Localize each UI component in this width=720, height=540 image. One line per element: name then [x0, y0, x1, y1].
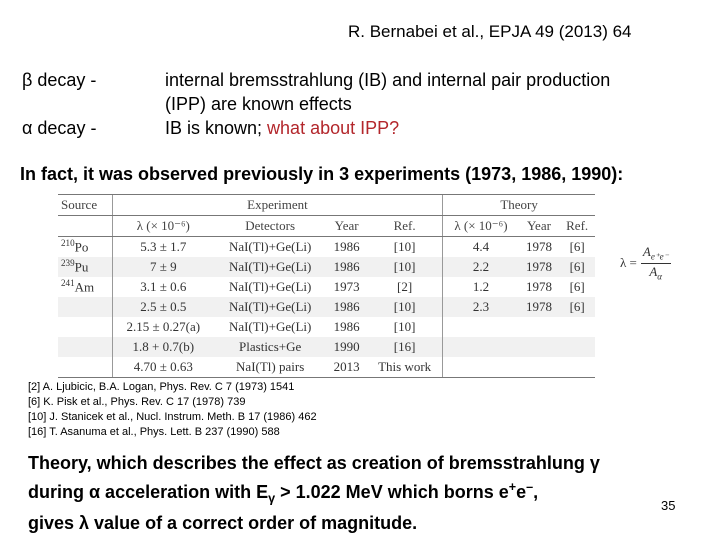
- theory-text: [28, 451, 600, 535]
- col-ref-th-header: Ref.: [559, 216, 595, 237]
- cell-lt: 2.3: [443, 297, 519, 317]
- experiment-table: [58, 194, 595, 374]
- desc-line-3-question: what about IPP?: [267, 118, 400, 138]
- theory-line-2: during α acceleration with $E_\gamma > 1.022$ MeV which borns e+e–,: [28, 480, 539, 506]
- table-group-header: [58, 195, 595, 216]
- formula-fraction: [641, 244, 671, 281]
- cell-lambda: 5.3 ± 1.7: [112, 237, 214, 258]
- table-row: [58, 317, 595, 337]
- cell-ref: [10]: [393, 319, 416, 334]
- cell-year: 1986: [333, 259, 360, 274]
- table-row: [58, 257, 595, 277]
- group-experiment-header: Experiment: [112, 195, 443, 216]
- cell-yt: 1978: [525, 239, 552, 254]
- decay-description: [165, 68, 610, 140]
- cell-yt: [519, 357, 560, 378]
- cell-lt: 1.2: [443, 277, 519, 297]
- cell-rt: [6]: [569, 239, 585, 254]
- reference-item: [2] A. Ljubicic, B.A. Logan, Phys. Rev. C 7 (1973) 1541: [28, 381, 295, 393]
- cell-yt: [519, 337, 560, 357]
- cell-source: [58, 337, 112, 357]
- cell-source: [58, 297, 112, 317]
- cell-det: NaI(Tl)+Ge(Li): [228, 319, 312, 334]
- table-row: [58, 277, 595, 297]
- beta-decay-label: β decay -: [22, 70, 97, 90]
- cell-rt: [6]: [569, 299, 585, 314]
- cell-det: NaI(Tl)+Ge(Li): [228, 299, 312, 314]
- cell-year: 1973: [333, 279, 360, 294]
- cell-ref: [10]: [393, 299, 416, 314]
- cell-year: 2013: [326, 357, 367, 378]
- cell-ref: [16]: [393, 339, 416, 354]
- desc-line-2: (IPP) are known effects: [165, 94, 352, 114]
- desc-line-3-known: IB is known;: [165, 118, 268, 138]
- cell-lt: 4.4: [443, 237, 519, 258]
- reference-item: [10] J. Stanicek et al., Nucl. Instrum. Meth. B 17 (1986) 462: [28, 411, 317, 423]
- cell-rt: [6]: [569, 279, 585, 294]
- cell-yt: 1978: [525, 279, 552, 294]
- formula-lhs: λ =: [620, 254, 637, 270]
- formula-numerator: $A_{e^+e^-}$: [642, 244, 669, 262]
- cell-lambda: 1.8 + 0.7(b): [112, 337, 214, 357]
- cell-det: NaI(Tl)+Ge(Li): [228, 279, 312, 294]
- table-row: [58, 297, 595, 317]
- desc-line-1: internal bremsstrahlung (IB) and internal pair production: [165, 70, 611, 90]
- cell-lambda: 3.1 ± 0.6: [112, 277, 214, 297]
- cell-lambda: 7 ± 9: [112, 257, 214, 277]
- table-row: [58, 237, 595, 258]
- cell-year: 1990: [333, 339, 360, 354]
- group-theory-header: Theory: [443, 195, 595, 216]
- cell-lt: 2.2: [443, 257, 519, 277]
- cell-det: Plastics+Ge: [239, 339, 302, 354]
- fact-line: In fact, it was observed previously in 3 experiments (1973, 1986, 1990):: [20, 164, 624, 184]
- desc-line-3: [165, 116, 610, 140]
- table-row: [58, 337, 595, 357]
- cell-source: $^{210}$Po: [61, 238, 89, 255]
- cell-lt: [443, 357, 519, 378]
- formula-denominator: $A_\alpha$: [649, 263, 663, 282]
- page-number: 35: [661, 498, 676, 513]
- cell-ref: [10]: [393, 259, 416, 274]
- cell-yt: 1978: [525, 259, 552, 274]
- cell-year: 1986: [333, 239, 360, 254]
- cell-det: NaI(Tl) pairs: [214, 357, 326, 378]
- cell-source: [58, 317, 112, 337]
- references-list: [28, 380, 317, 440]
- cell-lambda: 4.70 ± 0.63: [112, 357, 214, 378]
- citation: R. Bernabei et al., EPJA 49 (2013) 64: [348, 22, 632, 41]
- cell-yt: 1978: [525, 299, 552, 314]
- table-column-header: [58, 216, 595, 237]
- cell-year: 1986: [333, 319, 360, 334]
- cell-lt: [443, 317, 519, 337]
- cell-source: $^{241}$Am: [61, 278, 95, 295]
- cell-yt: [519, 317, 560, 337]
- cell-det: NaI(Tl)+Ge(Li): [228, 259, 312, 274]
- cell-ref: This work: [367, 357, 443, 378]
- theory-line-3: gives λ value of a correct order of magnitude.: [28, 512, 418, 533]
- cell-rt: [559, 357, 595, 378]
- reference-item: [16] T. Asanuma et al., Phys. Lett. B 237 (1990) 588: [28, 426, 280, 438]
- col-source-header: Source: [58, 195, 112, 216]
- table-row: [58, 357, 595, 378]
- cell-lt: [443, 337, 519, 357]
- cell-year: 1986: [333, 299, 360, 314]
- cell-lambda: 2.5 ± 0.5: [112, 297, 214, 317]
- alpha-decay-label: α decay -: [22, 118, 97, 138]
- col-lambda-th-header: λ (× 10⁻⁶): [443, 216, 519, 237]
- cell-ref: [2]: [397, 279, 413, 294]
- cell-lambda: 2.15 ± 0.27(a): [112, 317, 214, 337]
- cell-rt: [559, 337, 595, 357]
- cell-ref: [10]: [393, 239, 416, 254]
- cell-det: NaI(Tl)+Ge(Li): [228, 239, 312, 254]
- cell-source: [58, 357, 112, 378]
- theory-line-1: Theory, which describes the effect as creation of bremsstrahlung γ: [28, 453, 600, 473]
- cell-source: $^{239}$Pu: [61, 258, 89, 275]
- col-year-th-header: Year: [519, 216, 560, 237]
- col-detectors-header: Detectors: [214, 216, 326, 237]
- cell-rt: [559, 317, 595, 337]
- col-lambda-exp-header: λ (× 10⁻⁶): [112, 216, 214, 237]
- cell-rt: [6]: [569, 259, 585, 274]
- col-year-header: Year: [326, 216, 367, 237]
- lambda-formula: [620, 244, 671, 281]
- col-ref-header: Ref.: [367, 216, 443, 237]
- reference-item: [6] K. Pisk et al., Phys. Rev. C 17 (1978) 739: [28, 396, 246, 408]
